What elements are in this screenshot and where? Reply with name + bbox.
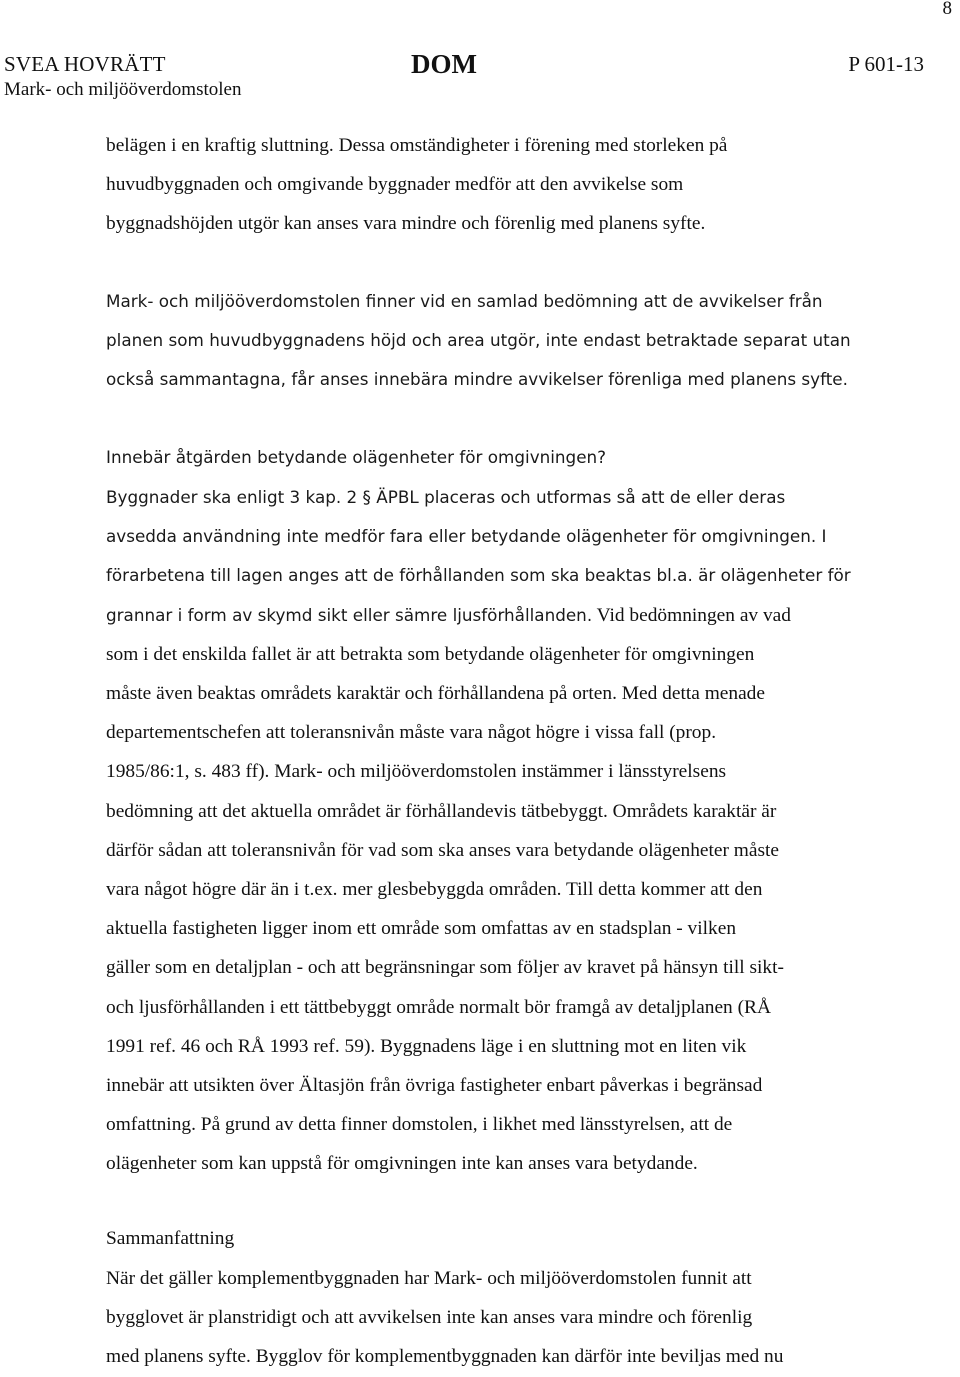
- text-run: 1991 ref. 46 och RÅ 1993 ref. 59). Byggnadens läge i en sluttning mot en liten vik: [106, 1035, 747, 1057]
- text-run: departementschefen att toleransnivån måste vara något högre i vissa fall (prop.: [106, 722, 717, 744]
- text-line: [106, 831, 906, 870]
- text-line: [106, 1105, 906, 1144]
- page-number: 8: [942, 0, 952, 19]
- text-line: [106, 909, 906, 948]
- paragraph-3: [106, 478, 906, 1184]
- text-line: också sammantagna, får anses innebära mindre avvikelser förenliga med planens syfte.: [106, 369, 848, 390]
- paragraph-4: [106, 1259, 906, 1377]
- text-run: Byggnader ska enligt 3 kap. 2 § ÄPBL placeras och utformas så att de eller deras: [106, 487, 786, 507]
- text-run: som i det enskilda fallet är att betrakta som betydande olägenheter för omgivningen: [106, 643, 755, 665]
- text-run: aktuella fastigheten ligger inom ett område som omfattas av en stadsplan - vilken: [106, 918, 737, 940]
- section-heading-olagenheter: Innebär åtgärden betydande olägenheter för omgivningen?: [106, 447, 607, 467]
- text-line: [106, 870, 906, 909]
- text-line: [106, 517, 906, 556]
- text-line: [106, 596, 906, 635]
- text-run: förarbetena till lagen anges att de förhållanden som ska beaktas bl.a. är olägenheter för: [106, 565, 851, 586]
- court-name: SVEA HOVRÄTT: [4, 52, 166, 76]
- text-run: grannar i form av skymd sikt eller sämre ljusförhållanden.: [106, 604, 593, 625]
- text-run: och ljusförhållanden i ett tättbebyggt område normalt bör framgå av detaljplanen (RÅ: [106, 996, 771, 1018]
- text-line: [106, 1027, 906, 1066]
- court-division: Mark- och miljööverdomstolen: [4, 79, 242, 100]
- text-line: [106, 478, 906, 517]
- text-run: olägenheter som kan uppstå för omgivningen inte kan anses vara betydande.: [106, 1153, 698, 1175]
- text-run: Vid bedömningen av vad: [592, 604, 791, 626]
- paragraph-2: [106, 282, 906, 400]
- text-run: omfattning. På grund av detta finner domstolen, i likhet med länsstyrelsen, att de: [106, 1114, 733, 1136]
- section-heading-sammanfattning: Sammanfattning: [106, 1228, 235, 1249]
- text-line: belägen i en kraftig sluttning. Dessa omständigheter i förening med storleken på: [106, 135, 728, 156]
- text-run: bedömning att det aktuella området är förhållandevis tätbebyggt. Områdets karaktär är: [106, 800, 777, 822]
- text-run: innebär att utsikten över Ältasjön från övriga fastigheter enbart påverkas i begränsad: [106, 1075, 763, 1097]
- text-run: måste även beaktas områdets karaktär och förhållandena på orten. Med detta menade: [106, 683, 765, 705]
- document-type: DOM: [411, 49, 477, 79]
- text-run: därför sådan att toleransnivån för vad som ska anses vara betydande olägenheter måste: [106, 839, 780, 861]
- text-line: [106, 713, 906, 752]
- text-line: planen som huvudbyggnadens höjd och area utgör, inte endast betraktade separat utan: [106, 330, 851, 351]
- text-line: När det gäller komplementbyggnaden har Mark- och miljööverdomstolen funnit att: [106, 1268, 752, 1289]
- case-number: P 601-13: [848, 52, 924, 76]
- text-line: [106, 635, 906, 674]
- text-run: avsedda användning inte medför fara eller betydande olägenheter för omgivningen. I: [106, 526, 827, 547]
- text-line: [106, 1144, 906, 1183]
- text-line: huvudbyggnaden och omgivande byggnader medför att den avvikelse som: [106, 174, 684, 196]
- text-line: bygglovet är planstridigt och att avvikelsen inte kan anses vara mindre och förenlig: [106, 1307, 753, 1329]
- text-line: med planens syfte. Bygglov för komplementbyggnaden kan därför inte beviljas med nu: [106, 1346, 784, 1368]
- text-run: gäller som en detaljplan - och att begränsningar som följer av kravet på hänsyn till sikt-: [106, 957, 784, 979]
- text-run: 1985/86:1, s. 483 ff). Mark- och miljööverdomstolen instämmer i länsstyrelsens: [106, 761, 727, 783]
- text-line: [106, 674, 906, 713]
- text-line: [106, 752, 906, 791]
- text-line: [106, 556, 906, 595]
- paragraph-1: [106, 126, 906, 244]
- text-line: byggnadshöjden utgör kan anses vara mindre och förenlig med planens syfte.: [106, 213, 706, 235]
- text-line: [106, 988, 906, 1027]
- text-line: Mark- och miljööverdomstolen finner vid en samlad bedömning att de avvikelser från: [106, 291, 823, 311]
- text-line: [106, 1066, 906, 1105]
- text-run: vara något högre där än i t.ex. mer glesbebyggda områden. Till detta kommer att den: [106, 879, 763, 901]
- text-line: [106, 792, 906, 831]
- document-header: [4, 49, 928, 106]
- text-line: [106, 948, 906, 987]
